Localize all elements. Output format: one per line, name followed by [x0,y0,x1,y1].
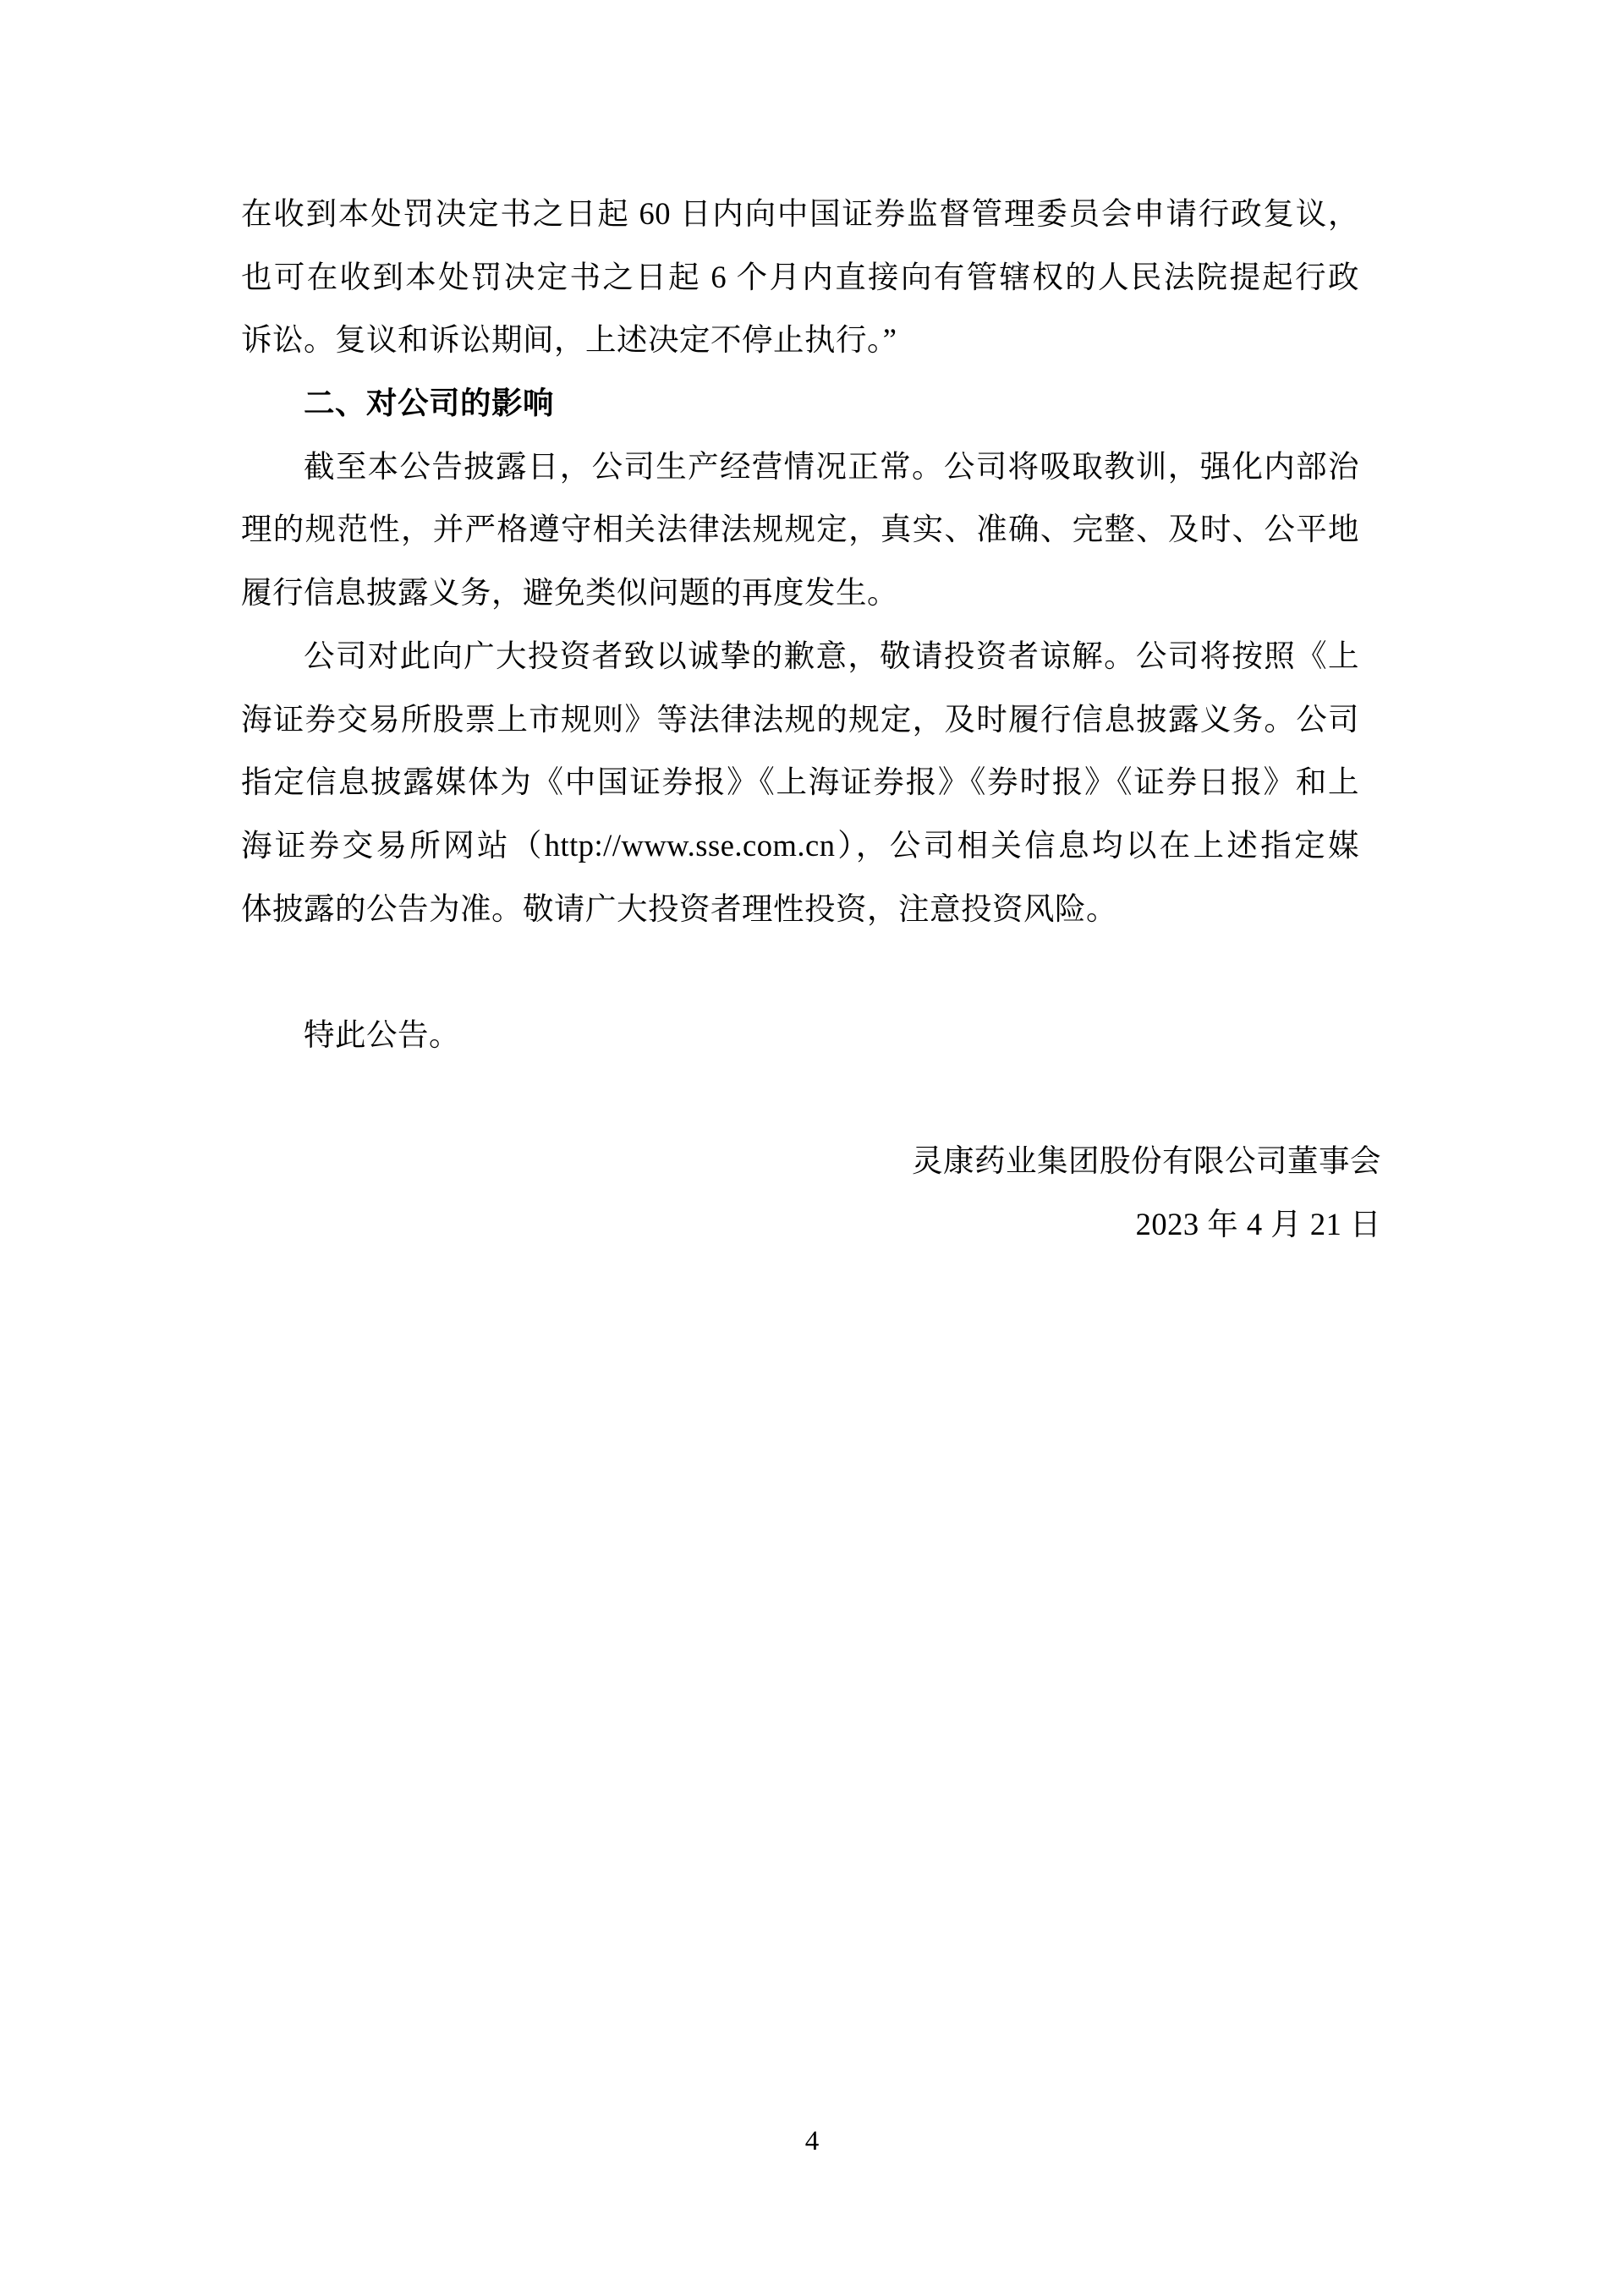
section-heading: 二、对公司的影响 [304,386,554,421]
closing-line: 特此公告。 [304,1016,460,1052]
page-number: 4 [804,2126,820,2156]
date-line: 2023 年 4 月 21 日 [1135,1207,1381,1241]
body-line: 指定信息披露媒体为《中国证券报》《上海证券报》《券时报》《证券日报》和上 [241,764,1359,800]
body-line: 理的规范性，并严格遵守相关法律法规规定，真实、准确、完整、及时、公平地 [241,512,1359,547]
body-line: 海证券交易所网站（http://www.sse.com.cn），公司相关信息均以在上述指定媒 [241,827,1359,863]
body-line: 截至本公告披露日，公司生产经营情况正常。公司将吸取教训，强化内部治 [304,448,1359,484]
signature-line: 灵康药业集团股份有限公司董事会 [912,1143,1381,1179]
blank-line [241,1067,1359,1131]
body-line: 诉讼。复议和诉讼期间，上述决定不停止执行。” [241,322,897,358]
body-line: 在收到本处罚决定书之日起 60 日内向中国证券监督管理委员会申请行政复议， [241,196,1359,231]
blank-line [241,940,1359,1004]
document-body [241,183,1381,1257]
body-line: 体披露的公告为准。敬请广大投资者理性投资，注意投资风险。 [241,890,1117,926]
body-line: 也可在收到本处罚决定书之日起 6 个月内直接向有管辖权的人民法院提起行政 [241,259,1359,294]
body-line: 海证券交易所股票上市规则》等法律法规的规定，及时履行信息披露义务。公司 [241,701,1359,737]
body-line: 履行信息披露义务，避免类似问题的再度发生。 [241,575,898,611]
body-line: 公司对此向广大投资者致以诚挚的歉意，敬请投资者谅解。公司将按照《上 [304,638,1359,673]
